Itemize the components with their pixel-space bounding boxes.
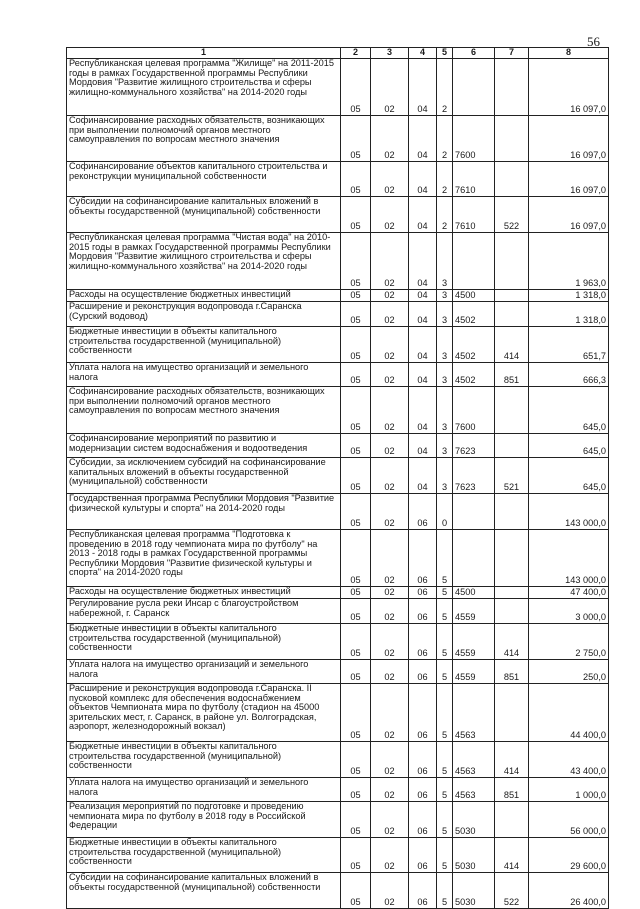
item-name-cell: Расходы на осуществление бюджетных инвестиций xyxy=(67,290,341,302)
amount-cell: 16 097,0 xyxy=(529,162,609,197)
table-row xyxy=(67,660,609,684)
code-cell-7 xyxy=(495,684,529,742)
code-cell-5: 2 xyxy=(437,116,453,162)
code-cell-4: 04 xyxy=(409,59,437,116)
code-cell-7: 522 xyxy=(495,873,529,909)
amount-cell: 26 400,0 xyxy=(529,873,609,909)
code-cell-7: 414 xyxy=(495,327,529,363)
code-cell-3: 02 xyxy=(371,290,409,302)
code-cell-4: 06 xyxy=(409,778,437,802)
header-cell: 3 xyxy=(371,48,409,59)
code-cell-5: 5 xyxy=(437,873,453,909)
code-cell-3: 02 xyxy=(371,802,409,838)
amount-cell: 645,0 xyxy=(529,458,609,494)
item-name-cell: Субсидии на софинансирование капитальных вложений в объекты государственной (муниципальной) собственности xyxy=(67,197,341,233)
amount-cell: 1 963,0 xyxy=(529,233,609,290)
amount-cell: 645,0 xyxy=(529,434,609,458)
code-cell-6: 4559 xyxy=(453,599,495,624)
amount-cell: 666,3 xyxy=(529,363,609,387)
code-cell-7: 521 xyxy=(495,458,529,494)
item-name-cell: Софинансирование расходных обязательств, возникающих при выполнении полномочий органов местного самоуправления по вопросам местного значения xyxy=(67,387,341,434)
code-cell-4: 04 xyxy=(409,363,437,387)
code-cell-4: 06 xyxy=(409,838,437,873)
code-cell-3: 02 xyxy=(371,778,409,802)
code-cell-2: 05 xyxy=(341,530,371,587)
table-row xyxy=(67,387,609,434)
code-cell-3: 02 xyxy=(371,116,409,162)
code-cell-6 xyxy=(453,233,495,290)
header-row xyxy=(67,48,609,59)
code-cell-4: 04 xyxy=(409,197,437,233)
amount-cell: 645,0 xyxy=(529,387,609,434)
code-cell-6: 7610 xyxy=(453,162,495,197)
amount-cell: 2 750,0 xyxy=(529,624,609,660)
code-cell-7 xyxy=(495,599,529,624)
code-cell-4: 06 xyxy=(409,624,437,660)
code-cell-3: 02 xyxy=(371,363,409,387)
code-cell-3: 02 xyxy=(371,327,409,363)
code-cell-5: 2 xyxy=(437,197,453,233)
amount-cell: 651,7 xyxy=(529,327,609,363)
code-cell-3: 02 xyxy=(371,494,409,530)
table-row xyxy=(67,530,609,587)
code-cell-4: 06 xyxy=(409,530,437,587)
code-cell-7 xyxy=(495,530,529,587)
item-name-cell: Государственная программа Республики Мордовия "Развитие физической культуры и спорта" на 2014-2020 годы xyxy=(67,494,341,530)
code-cell-2: 05 xyxy=(341,624,371,660)
code-cell-3: 02 xyxy=(371,587,409,599)
code-cell-4: 06 xyxy=(409,587,437,599)
code-cell-2: 05 xyxy=(341,778,371,802)
code-cell-4: 04 xyxy=(409,116,437,162)
code-cell-2: 05 xyxy=(341,387,371,434)
code-cell-3: 02 xyxy=(371,387,409,434)
code-cell-6: 4502 xyxy=(453,327,495,363)
header-cell: 7 xyxy=(495,48,529,59)
code-cell-5: 3 xyxy=(437,233,453,290)
code-cell-2: 05 xyxy=(341,873,371,909)
header-cell: 8 xyxy=(529,48,609,59)
code-cell-6: 4559 xyxy=(453,624,495,660)
code-cell-3: 02 xyxy=(371,162,409,197)
code-cell-6: 7623 xyxy=(453,434,495,458)
item-name-cell: Расширение и реконструкция водопровода г.Саранска. II пусковой комплекс для обеспечения водоснабжением объектов Чемпионата мира по футболу (стадион на 45000 зрительских мест, г. Саранск, в районе ул. Волгоградская, аэропорт, железнодорожный вокзал) xyxy=(67,684,341,742)
amount-cell: 56 000,0 xyxy=(529,802,609,838)
header-cell: 1 xyxy=(67,48,341,59)
code-cell-4: 06 xyxy=(409,802,437,838)
amount-cell: 143 000,0 xyxy=(529,530,609,587)
code-cell-3: 02 xyxy=(371,59,409,116)
code-cell-4: 06 xyxy=(409,742,437,778)
code-cell-6: 5030 xyxy=(453,802,495,838)
amount-cell: 250,0 xyxy=(529,660,609,684)
code-cell-4: 06 xyxy=(409,599,437,624)
code-cell-3: 02 xyxy=(371,838,409,873)
code-cell-7: 851 xyxy=(495,363,529,387)
table-row xyxy=(67,290,609,302)
item-name-cell: Республиканская целевая программа "Жилище" на 2011-2015 годы в рамках Государственной программы Республики Мордовия "Развитие жилищного строительства и сферы жилищно-коммунального хозяйства" на 2014-2020 годы xyxy=(67,59,341,116)
code-cell-7 xyxy=(495,290,529,302)
code-cell-6: 7610 xyxy=(453,197,495,233)
table-row xyxy=(67,116,609,162)
code-cell-2: 05 xyxy=(341,684,371,742)
code-cell-5: 5 xyxy=(437,530,453,587)
code-cell-7 xyxy=(495,59,529,116)
code-cell-5: 3 xyxy=(437,327,453,363)
code-cell-3: 02 xyxy=(371,684,409,742)
code-cell-7: 414 xyxy=(495,624,529,660)
code-cell-2: 05 xyxy=(341,116,371,162)
code-cell-2: 05 xyxy=(341,660,371,684)
code-cell-7 xyxy=(495,233,529,290)
code-cell-4: 06 xyxy=(409,684,437,742)
table-row xyxy=(67,742,609,778)
code-cell-7: 851 xyxy=(495,778,529,802)
code-cell-2: 05 xyxy=(341,59,371,116)
code-cell-7 xyxy=(495,434,529,458)
table-row xyxy=(67,59,609,116)
code-cell-4: 06 xyxy=(409,660,437,684)
item-name-cell: Республиканская целевая программа "Чистая вода" на 2010-2015 годы в рамках Государственной программы Республики Мордовия "Развитие жилищного строительства и сферы жилищно-коммунального хозяйства" на 2014-2020 годы xyxy=(67,233,341,290)
code-cell-7 xyxy=(495,802,529,838)
item-name-cell: Расширение и реконструкция водопровода г.Саранска (Сурский водовод) xyxy=(67,302,341,327)
code-cell-3: 02 xyxy=(371,624,409,660)
header-cell: 2 xyxy=(341,48,371,59)
code-cell-4: 04 xyxy=(409,290,437,302)
code-cell-6: 4563 xyxy=(453,742,495,778)
code-cell-6 xyxy=(453,494,495,530)
code-cell-5: 2 xyxy=(437,162,453,197)
code-cell-6: 4563 xyxy=(453,778,495,802)
code-cell-5: 3 xyxy=(437,290,453,302)
code-cell-5: 5 xyxy=(437,599,453,624)
amount-cell: 47 400,0 xyxy=(529,587,609,599)
code-cell-3: 02 xyxy=(371,599,409,624)
code-cell-5: 5 xyxy=(437,742,453,778)
table-row xyxy=(67,873,609,909)
code-cell-2: 05 xyxy=(341,233,371,290)
table-row xyxy=(67,363,609,387)
header-cell: 6 xyxy=(453,48,495,59)
code-cell-4: 04 xyxy=(409,434,437,458)
amount-cell: 3 000,0 xyxy=(529,599,609,624)
code-cell-6: 4500 xyxy=(453,587,495,599)
table-row xyxy=(67,233,609,290)
code-cell-7: 414 xyxy=(495,838,529,873)
code-cell-7 xyxy=(495,162,529,197)
code-cell-6: 7600 xyxy=(453,116,495,162)
code-cell-6 xyxy=(453,530,495,587)
item-name-cell: Регулирование русла реки Инсар с благоустройством набережной, г. Саранск xyxy=(67,599,341,624)
code-cell-7 xyxy=(495,387,529,434)
amount-cell: 143 000,0 xyxy=(529,494,609,530)
code-cell-6: 4500 xyxy=(453,290,495,302)
code-cell-2: 05 xyxy=(341,197,371,233)
table-row xyxy=(67,162,609,197)
code-cell-3: 02 xyxy=(371,742,409,778)
code-cell-2: 05 xyxy=(341,742,371,778)
code-cell-6: 5030 xyxy=(453,838,495,873)
code-cell-2: 05 xyxy=(341,434,371,458)
code-cell-4: 04 xyxy=(409,233,437,290)
code-cell-3: 02 xyxy=(371,197,409,233)
amount-cell: 1 318,0 xyxy=(529,302,609,327)
table-row xyxy=(67,458,609,494)
item-name-cell: Уплата налога на имущество организаций и земельного налога xyxy=(67,660,341,684)
item-name-cell: Софинансирование расходных обязательств, возникающих при выполнении полномочий органов местного самоуправления по вопросам местного значения xyxy=(67,116,341,162)
code-cell-2: 05 xyxy=(341,327,371,363)
code-cell-3: 02 xyxy=(371,660,409,684)
code-cell-7: 414 xyxy=(495,742,529,778)
code-cell-2: 05 xyxy=(341,162,371,197)
code-cell-4: 04 xyxy=(409,162,437,197)
code-cell-4: 04 xyxy=(409,458,437,494)
table-row xyxy=(67,327,609,363)
code-cell-2: 05 xyxy=(341,599,371,624)
item-name-cell: Софинансирование объектов капитального строительства и реконструкции муниципальной собственности xyxy=(67,162,341,197)
item-name-cell: Уплата налога на имущество организаций и земельного налога xyxy=(67,363,341,387)
amount-cell: 29 600,0 xyxy=(529,838,609,873)
code-cell-5: 5 xyxy=(437,684,453,742)
table-row xyxy=(67,838,609,873)
code-cell-4: 04 xyxy=(409,387,437,434)
item-name-cell: Субсидии на софинансирование капитальных вложений в объекты государственной (муниципальной) собственности xyxy=(67,873,341,909)
item-name-cell: Реализация мероприятий по подготовке и проведению чемпионата мира по футболу в 2018 году в Российской Федерации xyxy=(67,802,341,838)
amount-cell: 1 000,0 xyxy=(529,778,609,802)
table-row xyxy=(67,802,609,838)
item-name-cell: Субсидии, за исключением субсидий на софинансирование капитальных вложений в объекты государственной (муниципальной) собственности xyxy=(67,458,341,494)
item-name-cell: Бюджетные инвестиции в объекты капитального строительства государственной (муниципальной) собственности xyxy=(67,624,341,660)
amount-cell: 43 400,0 xyxy=(529,742,609,778)
code-cell-3: 02 xyxy=(371,302,409,327)
code-cell-5: 3 xyxy=(437,434,453,458)
code-cell-2: 05 xyxy=(341,363,371,387)
code-cell-5: 0 xyxy=(437,494,453,530)
code-cell-4: 06 xyxy=(409,873,437,909)
code-cell-4: 06 xyxy=(409,494,437,530)
code-cell-5: 3 xyxy=(437,363,453,387)
code-cell-5: 5 xyxy=(437,624,453,660)
amount-cell: 1 318,0 xyxy=(529,290,609,302)
table-row xyxy=(67,302,609,327)
amount-cell: 16 097,0 xyxy=(529,116,609,162)
table-body xyxy=(67,59,609,909)
item-name-cell: Бюджетные инвестиции в объекты капитального строительства государственной (муниципальной) собственности xyxy=(67,838,341,873)
amount-cell: 44 400,0 xyxy=(529,684,609,742)
item-name-cell: Бюджетные инвестиции в объекты капитального строительства государственной (муниципальной) собственности xyxy=(67,742,341,778)
code-cell-2: 05 xyxy=(341,587,371,599)
code-cell-6 xyxy=(453,59,495,116)
code-cell-7 xyxy=(495,116,529,162)
budget-table xyxy=(66,47,609,909)
header-cell: 4 xyxy=(409,48,437,59)
amount-cell: 16 097,0 xyxy=(529,59,609,116)
table-row xyxy=(67,778,609,802)
page-number: 56 xyxy=(587,34,600,49)
table-row xyxy=(67,434,609,458)
code-cell-5: 5 xyxy=(437,587,453,599)
header-cell: 5 xyxy=(437,48,453,59)
table-row xyxy=(67,197,609,233)
code-cell-5: 3 xyxy=(437,458,453,494)
code-cell-2: 05 xyxy=(341,802,371,838)
code-cell-3: 02 xyxy=(371,530,409,587)
code-cell-4: 04 xyxy=(409,302,437,327)
code-cell-7 xyxy=(495,587,529,599)
code-cell-3: 02 xyxy=(371,233,409,290)
code-cell-6: 4563 xyxy=(453,684,495,742)
code-cell-3: 02 xyxy=(371,458,409,494)
code-cell-5: 5 xyxy=(437,802,453,838)
item-name-cell: Республиканская целевая программа "Подготовка к проведению в 2018 году чемпионата мира по футболу" на 2013 - 2018 годы в рамках Государственной программы Республики Мордовия "Развитие физической культуры и спорта" на 2014-2020 годы xyxy=(67,530,341,587)
code-cell-2: 05 xyxy=(341,494,371,530)
code-cell-6: 4502 xyxy=(453,363,495,387)
amount-cell: 16 097,0 xyxy=(529,197,609,233)
code-cell-5: 5 xyxy=(437,660,453,684)
item-name-cell: Уплата налога на имущество организаций и земельного налога xyxy=(67,778,341,802)
code-cell-5: 3 xyxy=(437,387,453,434)
code-cell-6: 4502 xyxy=(453,302,495,327)
item-name-cell: Софинансирование мероприятий по развитию и модернизации систем водоснабжения и водоотведения xyxy=(67,434,341,458)
code-cell-6: 5030 xyxy=(453,873,495,909)
item-name-cell: Бюджетные инвестиции в объекты капитального строительства государственной (муниципальной) собственности xyxy=(67,327,341,363)
code-cell-3: 02 xyxy=(371,873,409,909)
code-cell-2: 05 xyxy=(341,290,371,302)
table-row xyxy=(67,599,609,624)
code-cell-4: 04 xyxy=(409,327,437,363)
code-cell-7 xyxy=(495,302,529,327)
code-cell-6: 7600 xyxy=(453,387,495,434)
code-cell-5: 5 xyxy=(437,838,453,873)
code-cell-5: 5 xyxy=(437,778,453,802)
code-cell-2: 05 xyxy=(341,302,371,327)
code-cell-7 xyxy=(495,494,529,530)
table-row xyxy=(67,494,609,530)
code-cell-3: 02 xyxy=(371,434,409,458)
code-cell-7: 522 xyxy=(495,197,529,233)
table-row xyxy=(67,624,609,660)
table-row xyxy=(67,587,609,599)
code-cell-6: 7623 xyxy=(453,458,495,494)
table-row xyxy=(67,684,609,742)
code-cell-5: 3 xyxy=(437,302,453,327)
code-cell-2: 05 xyxy=(341,458,371,494)
code-cell-7: 851 xyxy=(495,660,529,684)
code-cell-5: 2 xyxy=(437,59,453,116)
code-cell-6: 4559 xyxy=(453,660,495,684)
item-name-cell: Расходы на осуществление бюджетных инвестиций xyxy=(67,587,341,599)
code-cell-2: 05 xyxy=(341,838,371,873)
